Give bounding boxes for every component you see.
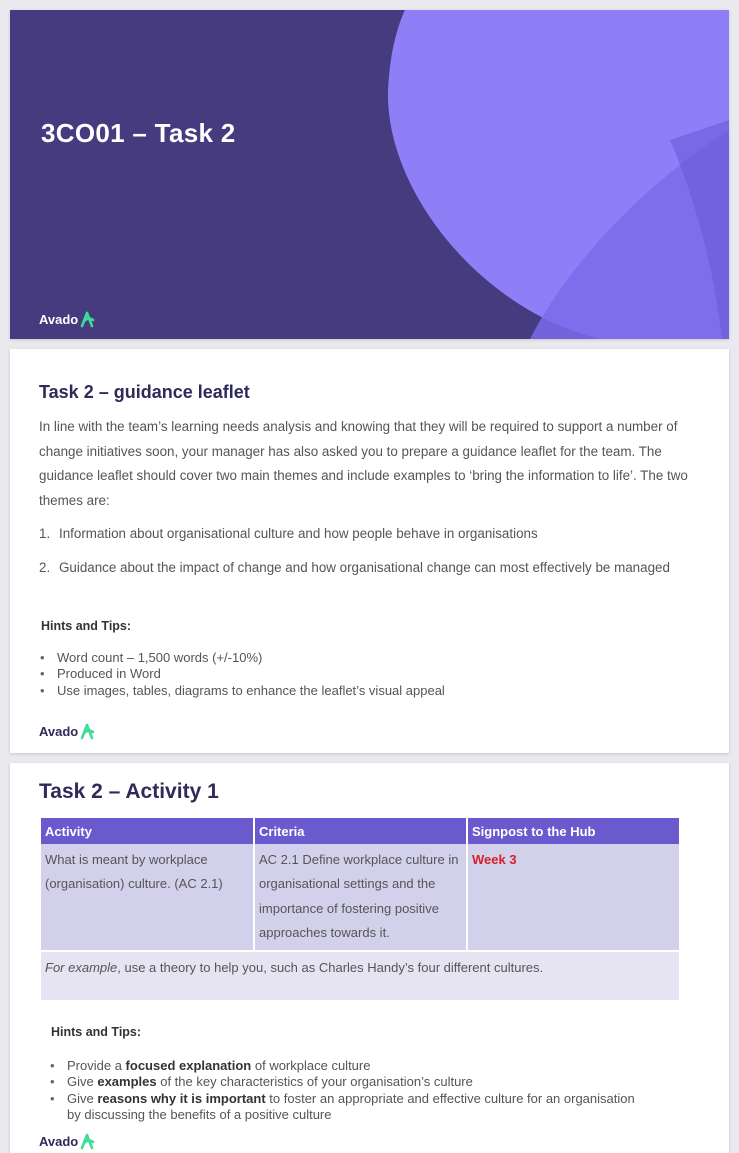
hint-item: • Produced in Word xyxy=(39,666,445,682)
slide-heading: Task 2 – guidance leaflet xyxy=(39,382,250,402)
activity-table xyxy=(41,818,679,1000)
criteria-cell: AC 2.1 Define workplace culture in organisational settings and the importance of fostering positive approaches towards it. xyxy=(254,844,467,951)
avado-mark-icon xyxy=(79,722,95,740)
hint-text: Provide a xyxy=(67,1058,126,1073)
hint-item: • Word count – 1,500 words (+/-10%) xyxy=(39,650,445,666)
avado-logo xyxy=(39,1132,95,1150)
theme-item xyxy=(39,556,709,581)
title-slide xyxy=(10,10,729,339)
hints-heading: Hints and Tips: xyxy=(41,619,132,633)
column-header-signpost: Signpost to the Hub xyxy=(467,818,679,844)
hint-text: of the key characteristics of your organisation’s culture xyxy=(156,1074,473,1090)
guidance-leaflet-slide xyxy=(10,349,729,753)
hint-emphasis: focused explanation xyxy=(125,1058,252,1073)
example-cell xyxy=(41,951,679,1000)
activity-slide xyxy=(10,763,729,1153)
hint-text: Give xyxy=(67,1074,98,1090)
hint-text: Give xyxy=(67,1090,98,1106)
hints-heading: Hints and Tips: xyxy=(51,1025,142,1039)
avado-mark-icon xyxy=(79,1132,95,1150)
hint-text: to foster an appropriate and effective culture for an organisation by discussing the benefits of a positive culture xyxy=(67,1090,635,1122)
hints-list xyxy=(49,1058,649,1123)
slide-title: 3CO01 – Task 2 xyxy=(41,118,236,148)
example-text: , use a theory to help you, such as Charles Handy’s four different cultures. xyxy=(117,959,544,975)
table-row xyxy=(41,844,679,951)
hint-emphasis: reasons why it is important xyxy=(97,1090,266,1106)
example-lead: For example xyxy=(45,959,118,975)
theme-text: Guidance about the impact of change and how organisational change can most effectively be managed xyxy=(59,560,670,575)
avado-mark-icon xyxy=(79,310,95,328)
hint-item xyxy=(49,1074,649,1090)
activity-cell: What is meant by workplace (organisation) culture. (AC 2.1) xyxy=(41,844,254,951)
hint-emphasis: examples xyxy=(97,1074,157,1090)
logo-text: Avado xyxy=(39,1133,79,1149)
hints-list xyxy=(39,650,445,699)
theme-number: 2. xyxy=(39,560,51,575)
intro-paragraph: In line with the team’s learning needs analysis and knowing that they will be required to support a number of change initiatives soon, your manager has also asked you to prepare a guidance leaflet for the team. The guidance leaflet should cover two main themes and include examples to ‘bring the information to life’. The two themes are: xyxy=(39,419,688,508)
signpost-cell: Week 3 xyxy=(467,844,679,951)
column-header-criteria: Criteria xyxy=(254,818,467,844)
hint-item xyxy=(49,1091,649,1124)
hint-text: of workplace culture xyxy=(251,1058,371,1073)
column-header-activity: Activity xyxy=(41,818,254,844)
logo-text: Avado xyxy=(39,311,79,327)
table-header-row xyxy=(41,818,679,844)
decorative-shapes xyxy=(10,10,729,339)
hint-item xyxy=(49,1058,649,1074)
avado-logo xyxy=(39,722,95,740)
hint-item: • Use images, tables, diagrams to enhance the leaflet’s visual appeal xyxy=(39,683,445,699)
slide-heading: Task 2 – Activity 1 xyxy=(39,780,219,803)
theme-item xyxy=(39,522,709,547)
avado-logo xyxy=(39,310,95,328)
example-row xyxy=(41,951,679,1000)
logo-text: Avado xyxy=(39,723,79,739)
theme-number: 1. xyxy=(39,526,51,541)
theme-text: Information about organisational culture and how people behave in organisations xyxy=(59,526,538,541)
